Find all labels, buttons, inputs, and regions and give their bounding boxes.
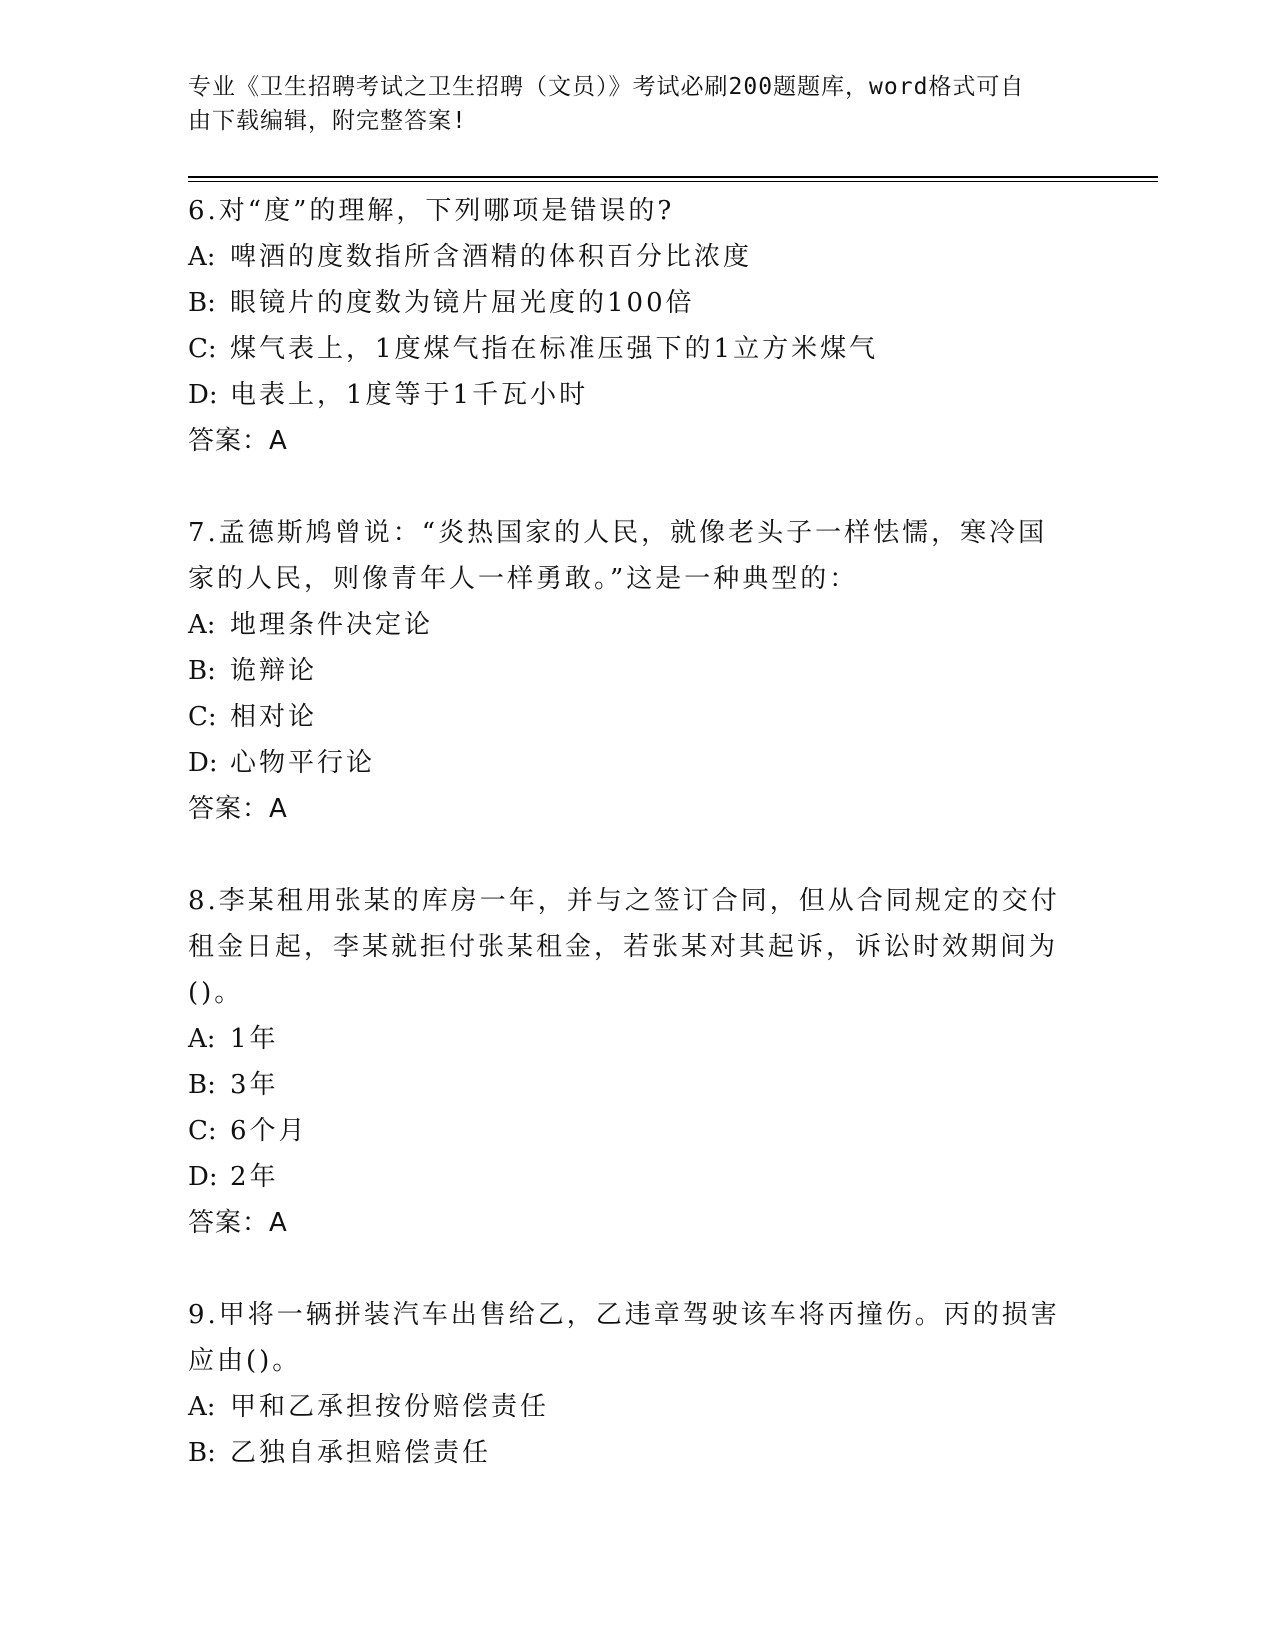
document-header (188, 70, 1068, 138)
option-text: 甲和乙承担按份赔偿责任 (230, 1392, 550, 1422)
option-a (188, 1016, 1068, 1062)
option-letter: A: (188, 242, 216, 272)
question-stem: 8.李某租用张某的库房一年，并与之签订合同，但从合同规定的交付租金日起，李某就拒付张某租金，若张某对其起诉，诉讼时效期间为()。 (188, 886, 1060, 1008)
option-letter: A: (188, 1024, 216, 1054)
header-line-1: 专业《卫生招聘考试之卫生招聘（文员）》考试必刷200题题库，word格式可自 (188, 74, 1025, 100)
option-text: 3年 (230, 1070, 279, 1100)
option-a (188, 602, 1068, 648)
option-a (188, 1384, 1068, 1430)
option-b (188, 648, 1068, 694)
question-6 (188, 188, 1068, 464)
question-stem: 7.孟德斯鸠曾说：“炎热国家的人民，就像老头子一样怯懦，寒冷国家的人民，则像青年人一样勇敢。”这是一种典型的： (188, 518, 1048, 594)
option-letter: D: (188, 380, 218, 410)
option-text: 1年 (230, 1024, 279, 1054)
option-letter: C: (188, 702, 217, 732)
option-text: 6个月 (230, 1116, 308, 1146)
option-b (188, 1430, 1068, 1476)
option-letter: B: (188, 1070, 216, 1100)
option-d (188, 1154, 1068, 1200)
answer-line: 答案：A (188, 426, 288, 456)
header-line-2: 由下载编辑，附完整答案! (188, 108, 467, 134)
option-b (188, 280, 1068, 326)
option-text: 电表上，1度等于1千瓦小时 (230, 380, 589, 410)
header-rule-thin (188, 181, 1158, 182)
option-c (188, 1108, 1068, 1154)
question-7 (188, 510, 1068, 832)
question-8 (188, 878, 1068, 1246)
option-text: 乙独自承担赔偿责任 (230, 1438, 492, 1468)
option-a (188, 234, 1068, 280)
option-text: 啤酒的度数指所含酒精的体积百分比浓度 (230, 242, 753, 272)
question-9 (188, 1292, 1068, 1476)
option-letter: B: (188, 656, 216, 686)
option-text: 2年 (230, 1162, 279, 1192)
option-letter: D: (188, 1162, 218, 1192)
option-text: 煤气表上，1度煤气指在标准压强下的1立方米煤气 (230, 334, 879, 364)
answer-line: 答案：A (188, 794, 288, 824)
option-d (188, 372, 1068, 418)
option-letter: B: (188, 288, 216, 318)
header-rule-thick (188, 176, 1158, 178)
answer-line: 答案：A (188, 1208, 288, 1238)
option-d (188, 740, 1068, 786)
option-letter: B: (188, 1438, 216, 1468)
option-c (188, 326, 1068, 372)
question-stem: 9.甲将一辆拼装汽车出售给乙，乙违章驾驶该车将丙撞伤。丙的损害应由()。 (188, 1300, 1060, 1376)
option-letter: A: (188, 1392, 216, 1422)
option-text: 眼镜片的度数为镜片屈光度的100倍 (230, 288, 695, 318)
option-letter: C: (188, 334, 217, 364)
option-letter: A: (188, 610, 216, 640)
option-text: 地理条件决定论 (230, 610, 434, 640)
option-text: 心物平行论 (230, 748, 376, 778)
option-text: 相对论 (230, 702, 318, 732)
option-c (188, 694, 1068, 740)
option-text: 诡辩论 (230, 656, 318, 686)
option-letter: C: (188, 1116, 217, 1146)
option-b (188, 1062, 1068, 1108)
option-letter: D: (188, 748, 218, 778)
question-list (188, 188, 1068, 1522)
question-stem: 6.对“度”的理解，下列哪项是错误的? (188, 196, 675, 226)
